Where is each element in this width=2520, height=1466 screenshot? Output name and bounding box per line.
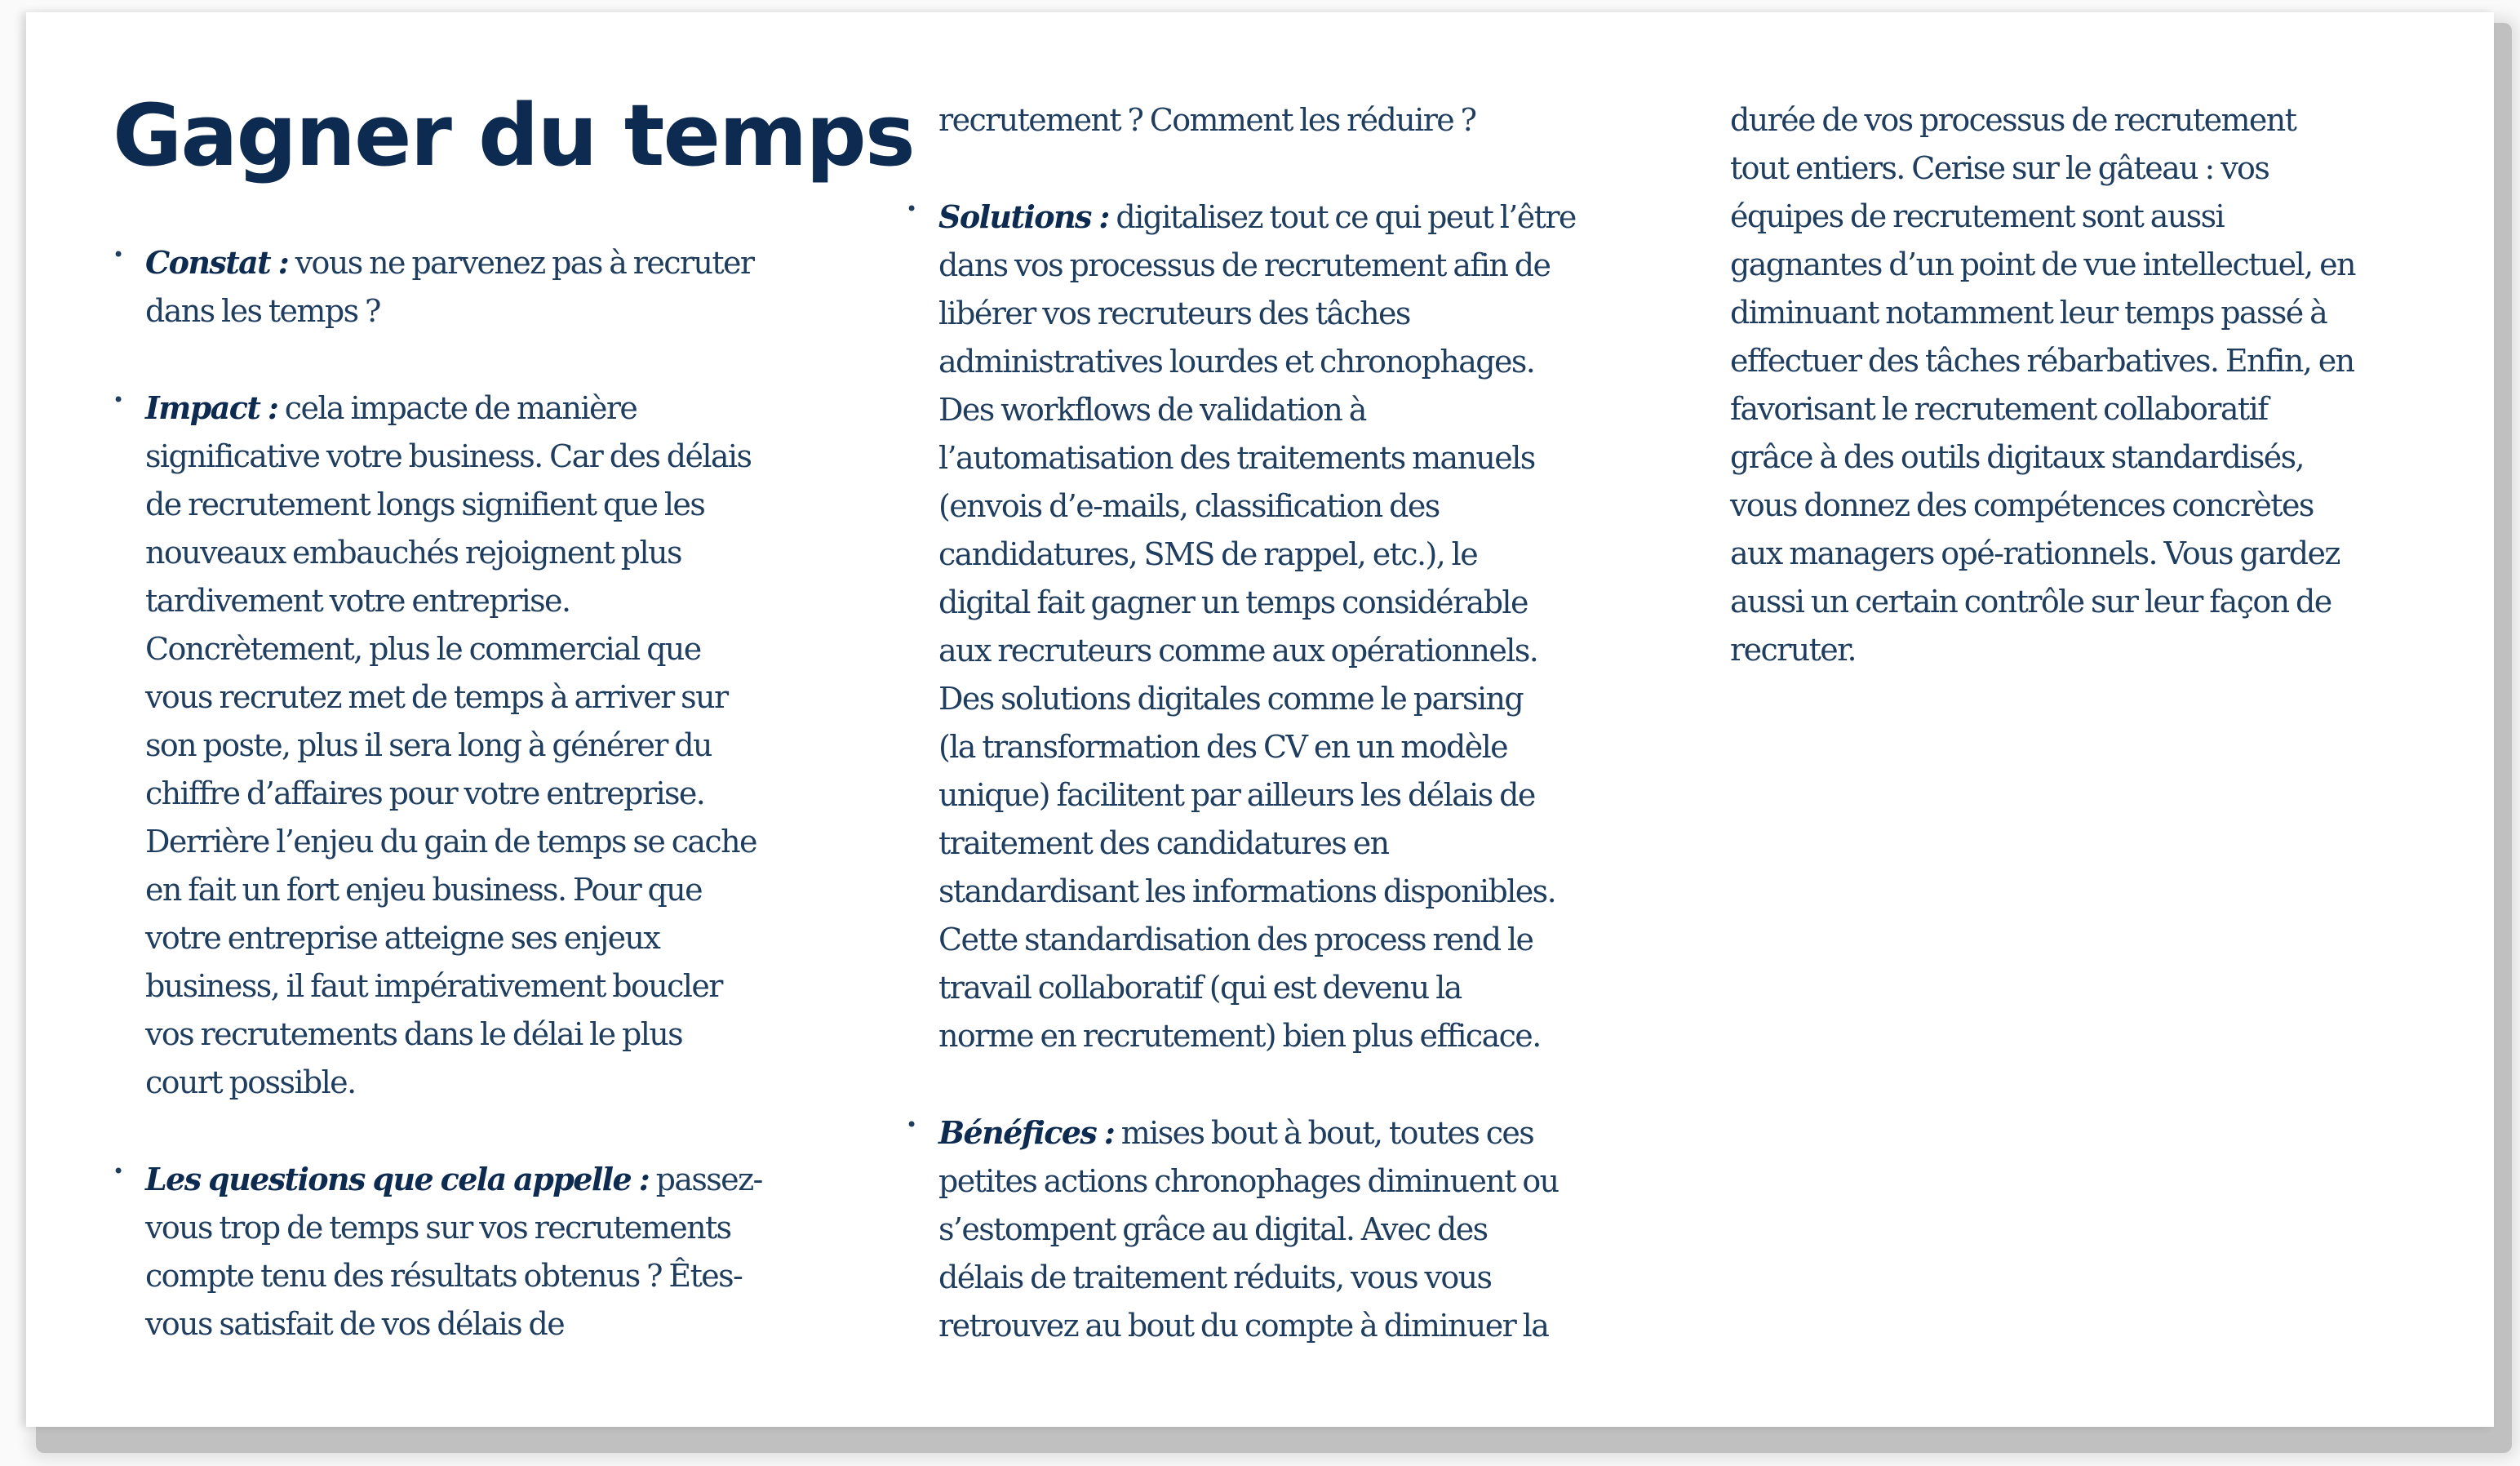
text-column-1 [113, 238, 855, 1397]
text-line [938, 531, 1648, 579]
text-line [938, 868, 1648, 916]
line-text: gagnantes d’un point de vue intellectuel, en [1730, 247, 2355, 282]
line-text: Derrière l’enjeu du gain de temps se cache [145, 824, 756, 860]
line-text: équipes de recrutement sont aussi [1730, 198, 2225, 234]
line-text: petites actions chronophages diminuent ou [938, 1163, 1559, 1199]
line-text: business, il faut impérativement boucler [145, 968, 722, 1004]
line-text: durée de vos processus de recrutement [1730, 102, 2296, 138]
line-text: norme en recrutement) bien plus efficace. [938, 1018, 1541, 1054]
text-line [1730, 626, 2440, 674]
line-text: Cette standardisation des process rend le [938, 922, 1533, 957]
line-text: effectuer des tâches rébarbatives. Enfin, en [1730, 343, 2354, 379]
text-line [145, 1204, 855, 1252]
text-line [938, 820, 1648, 868]
line-text: de recrutement longs signifient que les [145, 486, 705, 522]
text-line [938, 193, 1648, 242]
line-text: compte tenu des résultats obtenus ? Êtes- [145, 1258, 743, 1294]
text-line [938, 1302, 1648, 1350]
bullet-paragraph [113, 384, 855, 1107]
text-line [1730, 96, 2440, 144]
text-line [1730, 289, 2440, 337]
paragraph-label: Impact : [145, 389, 278, 426]
text-line [1730, 433, 2440, 482]
bullet-paragraph [906, 1108, 1648, 1350]
text-line [938, 96, 1648, 144]
line-text: favorisant le recrutement collaboratif [1730, 391, 2268, 427]
bullet-paragraph [113, 238, 855, 335]
line-text: s’estompent grâce au digital. Avec des [938, 1211, 1488, 1247]
text-line [1730, 144, 2440, 193]
line-text: vous satisfait de vos délais de [145, 1306, 565, 1342]
paragraph-label: Solutions : [938, 198, 1109, 235]
text-line [145, 481, 855, 529]
line-text: délais de traitement réduits, vous vous [938, 1259, 1492, 1295]
page-title: Gagner du temps [113, 86, 914, 185]
line-text: cela impacte de manière [277, 390, 637, 426]
text-line [938, 290, 1648, 338]
bullet-paragraph [906, 193, 1648, 1060]
line-text: nouveaux embauchés rejoignent plus [145, 535, 681, 571]
text-line [145, 866, 855, 914]
text-line [938, 723, 1648, 771]
text-line [145, 770, 855, 818]
text-line [145, 914, 855, 962]
text-line [145, 1155, 855, 1204]
line-text: travail collaboratif (qui est devenu la [938, 970, 1462, 1006]
line-text: dans vos processus de recrutement afin de [938, 247, 1551, 283]
line-text: libérer vos recruteurs des tâches [938, 295, 1410, 331]
text-line [1730, 530, 2440, 578]
line-text: passez- [649, 1162, 762, 1197]
bullet-dot-icon: • [113, 1160, 123, 1183]
text-line [938, 1206, 1648, 1254]
paragraph-label: Les questions que cela appelle : [145, 1161, 650, 1197]
text-line [938, 242, 1648, 290]
line-text: dans les temps ? [145, 293, 380, 329]
text-line [938, 386, 1648, 434]
text-line [145, 384, 855, 433]
line-text: vous trop de temps sur vos recrutements [145, 1210, 731, 1246]
line-text: diminuant notamment leur temps passé à [1730, 295, 2327, 331]
text-line [145, 577, 855, 625]
text-column-3 [1730, 96, 2440, 722]
line-text: digital fait gagner un temps considérable [938, 584, 1528, 620]
text-line [1730, 385, 2440, 433]
line-text: (envois d’e-mails, classification des [938, 488, 1440, 524]
text-line [145, 722, 855, 770]
line-text: retrouvez au bout du compte à diminuer la [938, 1308, 1549, 1344]
text-line [145, 818, 855, 866]
line-text: aux recruteurs comme aux opérationnels. [938, 633, 1538, 669]
text-line [938, 338, 1648, 386]
text-line [145, 962, 855, 1011]
line-text: grâce à des outils digitaux standardisés, [1730, 439, 2304, 475]
text-line [145, 529, 855, 577]
text-line [938, 1254, 1648, 1302]
text-line [145, 238, 855, 287]
continued-paragraph [1730, 96, 2440, 674]
line-text: unique) facilitent par ailleurs les délais de [938, 777, 1535, 813]
line-text: Des solutions digitales comme le parsing [938, 681, 1524, 717]
line-text: traitement des candidatures en [938, 825, 1389, 861]
line-text: administratives lourdes et chronophages. [938, 344, 1535, 380]
text-line [938, 482, 1648, 531]
line-text: en fait un fort enjeu business. Pour que [145, 872, 703, 908]
line-text: l’automatisation des traitements manuels [938, 440, 1535, 476]
line-text: digitalisez tout ce qui peut l’être [1108, 199, 1576, 235]
bullet-dot-icon: • [906, 198, 916, 220]
text-line [938, 579, 1648, 627]
text-line [1730, 193, 2440, 241]
text-line [1730, 482, 2440, 530]
line-text: significative votre business. Car des délais [145, 438, 752, 474]
text-line [145, 1011, 855, 1059]
text-line [1730, 337, 2440, 385]
line-text: recrutement ? Comment les réduire ? [938, 102, 1476, 138]
text-line [938, 1108, 1648, 1157]
line-text: vous donnez des compétences concrètes [1730, 487, 2314, 523]
line-text: son poste, plus il sera long à générer du [145, 727, 712, 763]
text-line [938, 434, 1648, 482]
line-text: candidatures, SMS de rappel, etc.), le [938, 536, 1478, 572]
text-line [938, 1012, 1648, 1060]
text-line [938, 1157, 1648, 1206]
text-line [145, 1252, 855, 1300]
text-line [1730, 241, 2440, 289]
bullet-dot-icon: • [906, 1113, 916, 1136]
text-line [1730, 578, 2440, 626]
paragraph-label: Constat : [145, 244, 289, 281]
text-column-2 [906, 96, 1648, 1398]
continued-paragraph [938, 96, 1648, 144]
text-line [145, 1300, 855, 1348]
line-text: vous recrutez met de temps à arriver sur [145, 679, 728, 715]
line-text: mises bout à bout, toutes ces [1114, 1115, 1534, 1151]
line-text: chiffre d’affaires pour votre entreprise. [145, 775, 705, 811]
bullet-dot-icon: • [113, 389, 123, 411]
line-text: aux managers opé-rationnels. Vous gardez [1730, 535, 2340, 571]
line-text: tout entiers. Cerise sur le gâteau : vos [1730, 150, 2269, 186]
text-line [938, 916, 1648, 964]
line-text: vos recrutements dans le délai le plus [145, 1016, 683, 1052]
text-line [938, 627, 1648, 675]
line-text: votre entreprise atteigne ses enjeux [145, 920, 660, 956]
line-text: vous ne parvenez pas à recruter [288, 245, 754, 281]
text-line [938, 675, 1648, 723]
text-line [145, 673, 855, 722]
line-text: (la transformation des CV en un modèle [938, 729, 1508, 765]
line-text: Concrètement, plus le commercial que [145, 631, 701, 667]
text-line [145, 625, 855, 673]
text-line [938, 771, 1648, 820]
line-text: tardivement votre entreprise. [145, 583, 570, 619]
text-line [145, 433, 855, 481]
line-text: Des workflows de validation à [938, 392, 1366, 428]
bullet-dot-icon: • [113, 243, 123, 266]
text-line [938, 964, 1648, 1012]
text-line [145, 1059, 855, 1107]
line-text: court possible. [145, 1064, 356, 1100]
line-text: standardisant les informations disponibles. [938, 873, 1556, 909]
bullet-paragraph [113, 1155, 855, 1348]
paragraph-label: Bénéfices : [938, 1114, 1115, 1151]
text-line [145, 287, 855, 335]
line-text: aussi un certain contrôle sur leur façon de [1730, 584, 2331, 620]
line-text: recruter. [1730, 632, 1857, 668]
